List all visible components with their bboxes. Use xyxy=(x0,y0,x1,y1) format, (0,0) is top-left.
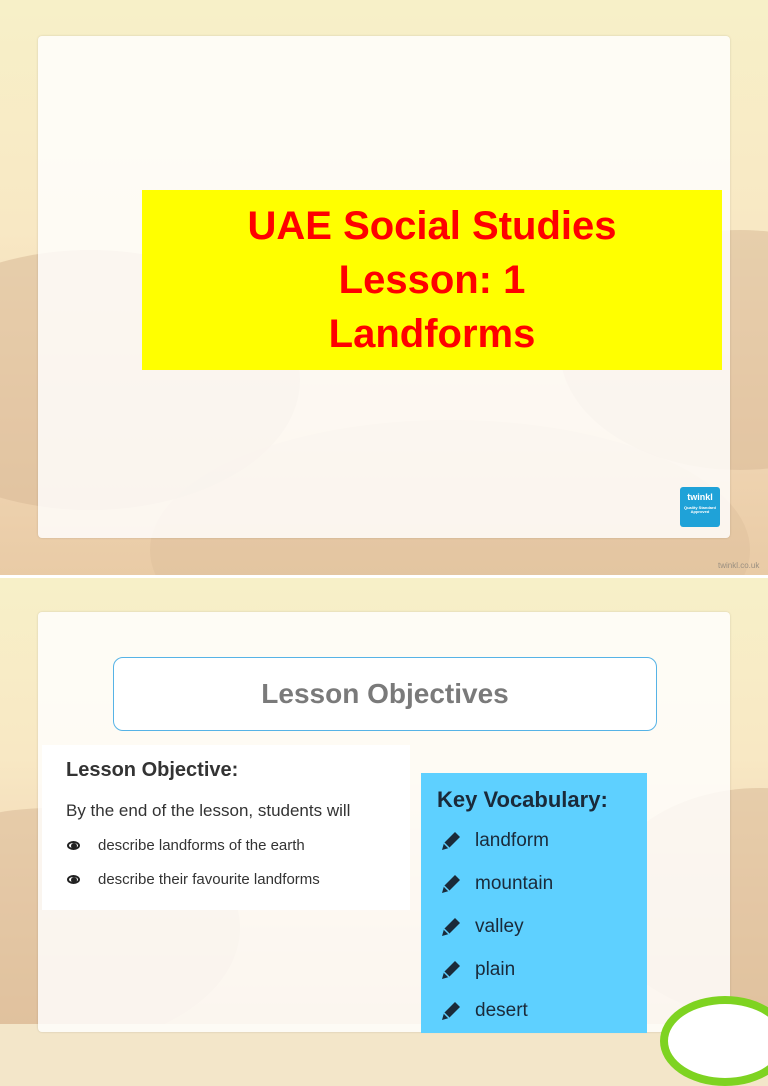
title-line-3: Landforms xyxy=(328,312,536,356)
lesson-objectives-header: Lesson Objectives xyxy=(113,657,657,731)
title-box xyxy=(142,190,722,370)
key-vocabulary-panel xyxy=(421,773,647,1033)
title-line-2: Lesson: 1 xyxy=(338,258,526,302)
pencil-icon xyxy=(439,999,463,1023)
vocabulary-word: desert xyxy=(475,1000,528,1021)
vocabulary-item xyxy=(439,999,528,1023)
vocabulary-item xyxy=(439,915,524,939)
twinkl-badge-logo xyxy=(680,487,720,527)
title-line-1: UAE Social Studies xyxy=(247,204,617,248)
vocabulary-word: landform xyxy=(475,830,549,851)
vocabulary-item xyxy=(439,829,549,853)
objective-text: describe landforms of the earth xyxy=(98,837,305,854)
eye-icon xyxy=(66,839,82,853)
objectives-heading: Lesson Objective: xyxy=(66,759,239,781)
pencil-icon xyxy=(439,958,463,982)
vocabulary-word: plain xyxy=(475,959,516,980)
badge-brand: twinkl xyxy=(687,492,713,502)
pencil-icon xyxy=(439,872,463,896)
objective-item xyxy=(66,837,305,854)
eye-icon xyxy=(66,873,82,887)
pencil-icon xyxy=(439,829,463,853)
vocabulary-word: mountain xyxy=(475,873,554,894)
objectives-panel xyxy=(42,745,410,910)
objectives-intro: By the end of the lesson, students will xyxy=(66,801,351,820)
vocabulary-item xyxy=(439,872,553,896)
badge-caption: Quality Standard Approved xyxy=(683,504,716,515)
objective-item xyxy=(66,871,320,888)
pencil-icon xyxy=(439,915,463,939)
vocabulary-heading: Key Vocabulary: xyxy=(437,787,608,812)
vocabulary-item xyxy=(439,958,515,982)
objective-text: describe their favourite landforms xyxy=(98,871,320,888)
vocabulary-word: valley xyxy=(475,916,524,937)
watermark: twinkl.co.uk xyxy=(718,561,760,570)
